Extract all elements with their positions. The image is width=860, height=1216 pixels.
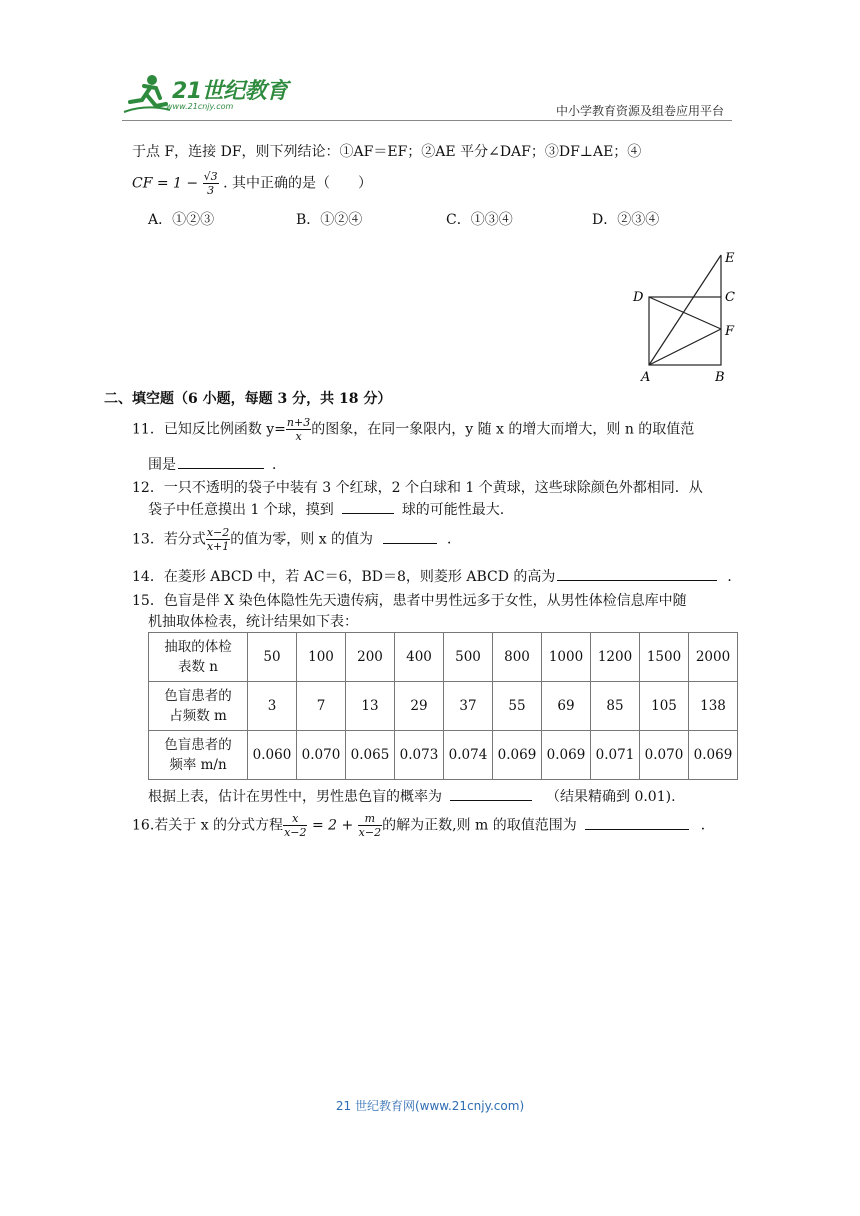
q15-line1: 15．色盲是伴 X 染色体隐性先天遗传病，患者中男性远多于女性，从男性体检信息库中随 [132, 593, 687, 609]
table-cell: 0.071 [591, 731, 640, 780]
table-row [149, 731, 738, 780]
square-geometry-figure [625, 245, 745, 385]
q10-option-b: B．①②④ [296, 212, 363, 228]
table-cell: 105 [640, 682, 689, 731]
cf-suffix: . 其中正确的是（ ） [223, 175, 372, 192]
q10-line1: 于点 F，连接 DF，则下列结论：①AF＝EF；②AE 平分∠DAF；③DF⊥AE；④ [132, 144, 642, 160]
q14-post: ． [727, 569, 742, 585]
row-header-n: 抽取的体检 表数 n [149, 633, 248, 682]
table-cell: 100 [297, 633, 346, 682]
table-cell: 800 [493, 633, 542, 682]
q16-fraction-2: $\frac{m}{x-2}$ [358, 812, 382, 839]
q11-post: 的图象，在同一象限内，y 随 x 的增大而增大，则 n 的取值范 [311, 421, 695, 438]
table-row [149, 633, 738, 682]
table-cell: 0.070 [640, 731, 689, 780]
segment-af [649, 329, 721, 365]
q15-after-pre: 根据上表，估计在男性中，男性患色盲的概率为 [148, 789, 442, 805]
label-f: F [725, 324, 735, 339]
q14-answer-blank[interactable] [557, 568, 717, 581]
table-cell: 37 [444, 682, 493, 731]
q13-line [132, 526, 461, 553]
logo-subtext: www.21cnjy.com [166, 102, 234, 111]
q13-mid: 的值为零，则 x 的值为 [230, 531, 374, 548]
cf-fraction: $\frac{√3}{3}$ [203, 170, 218, 197]
row-header-freq: 色盲患者的 频率 m/n [149, 731, 248, 780]
q12-line2-post: 球的可能性最大. [401, 502, 505, 518]
q16-post: 的解为正数,则 m 的取值范围为 [382, 817, 577, 834]
q15-after-post: （结果精确到 0.01). [546, 789, 676, 805]
table-cell: 400 [395, 633, 444, 682]
table-cell: 29 [395, 682, 444, 731]
q11-answer-blank[interactable] [178, 456, 264, 469]
q15-answer-blank[interactable] [450, 788, 532, 801]
table-cell: 55 [493, 682, 542, 731]
q14-pre: 14．在菱形 ABCD 中，若 AC＝6，BD＝8，则菱形 ABCD 的高为 [132, 569, 556, 585]
label-a: A [641, 370, 651, 385]
label-c: C [725, 290, 735, 305]
table-cell: 7 [297, 682, 346, 731]
q11-line2-pre: 围是 [148, 457, 176, 473]
q16-line [132, 812, 715, 839]
label-e: E [725, 251, 735, 266]
footer-link[interactable]: 21 世纪教育网(www.21cnjy.com) [335, 1099, 525, 1113]
q16-fraction-1: $\frac{x}{x-2}$ [284, 812, 307, 839]
table-cell: 0.060 [248, 731, 297, 780]
q13-answer-blank[interactable] [383, 531, 437, 544]
q13-post: ． [447, 531, 462, 548]
q11-line2-post: ． [272, 457, 286, 473]
q10-line2 [132, 170, 372, 197]
q16-end: ． [700, 817, 715, 834]
table-cell: 1000 [542, 633, 591, 682]
table-cell: 0.074 [444, 731, 493, 780]
segment-df [649, 297, 721, 329]
table-cell: 1200 [591, 633, 640, 682]
q15-after [148, 786, 676, 806]
stats-table [148, 632, 738, 780]
table-cell: 85 [591, 682, 640, 731]
q10-option-a: A．①②③ [148, 212, 215, 228]
square-abcd [649, 297, 721, 365]
q11-fraction: $\frac{n+3}{x}$ [286, 416, 311, 443]
q12-line2-pre: 袋子中任意摸出 1 个球，摸到 [148, 502, 334, 518]
q11-line2 [148, 454, 286, 474]
row-header-m: 色盲患者的 占频数 m [149, 682, 248, 731]
q16-mid: = 2 + [311, 817, 354, 834]
label-d: D [633, 290, 644, 305]
q14-line [132, 566, 741, 586]
q11-line1 [132, 416, 694, 443]
table-cell: 13 [346, 682, 395, 731]
q16-answer-blank[interactable] [585, 817, 689, 830]
table-cell: 2000 [689, 633, 738, 682]
table-cell: 0.069 [542, 731, 591, 780]
q12-line1: 12．一只不透明的袋子中装有 3 个红球，2 个白球和 1 个黄球，这些球除颜色外都相同．从 [132, 480, 703, 496]
table-cell: 0.065 [346, 731, 395, 780]
table-cell: 0.073 [395, 731, 444, 780]
table-cell: 200 [346, 633, 395, 682]
table-cell: 500 [444, 633, 493, 682]
q12-answer-blank[interactable] [342, 501, 394, 514]
header-divider [122, 120, 732, 121]
q11-pre: 11．已知反比例函数 y= [132, 421, 286, 438]
q10-option-d: D．②③④ [592, 212, 660, 228]
label-b: B [715, 370, 725, 385]
table-cell: 69 [542, 682, 591, 731]
cf-prefix: CF = 1 − [132, 175, 199, 192]
q13-fraction: $\frac{x-2}{x+1}$ [206, 526, 230, 553]
table-cell: 3 [248, 682, 297, 731]
q15-line2: 机抽取体检表，统计结果如下表： [148, 614, 358, 630]
site-logo [122, 72, 292, 122]
table-cell: 50 [248, 633, 297, 682]
platform-name: 中小学教育资源及组卷应用平台 [555, 104, 724, 118]
q12-line2 [148, 499, 504, 519]
q16-pre: 16.若关于 x 的分式方程 [132, 817, 284, 834]
q13-pre: 13．若分式 [132, 531, 206, 548]
section-title: 二、填空题（6 小题，每题 3 分，共 18 分） [104, 391, 392, 407]
runner-icon [122, 72, 172, 116]
table-cell: 1500 [640, 633, 689, 682]
table-cell: 138 [689, 682, 738, 731]
q10-option-c: C．①③④ [446, 212, 513, 228]
table-cell: 0.069 [689, 731, 738, 780]
table-row [149, 682, 738, 731]
logo-text: 21世纪教育 [172, 79, 288, 104]
table-cell: 0.070 [297, 731, 346, 780]
table-cell: 0.069 [493, 731, 542, 780]
segment-ae [649, 255, 721, 365]
